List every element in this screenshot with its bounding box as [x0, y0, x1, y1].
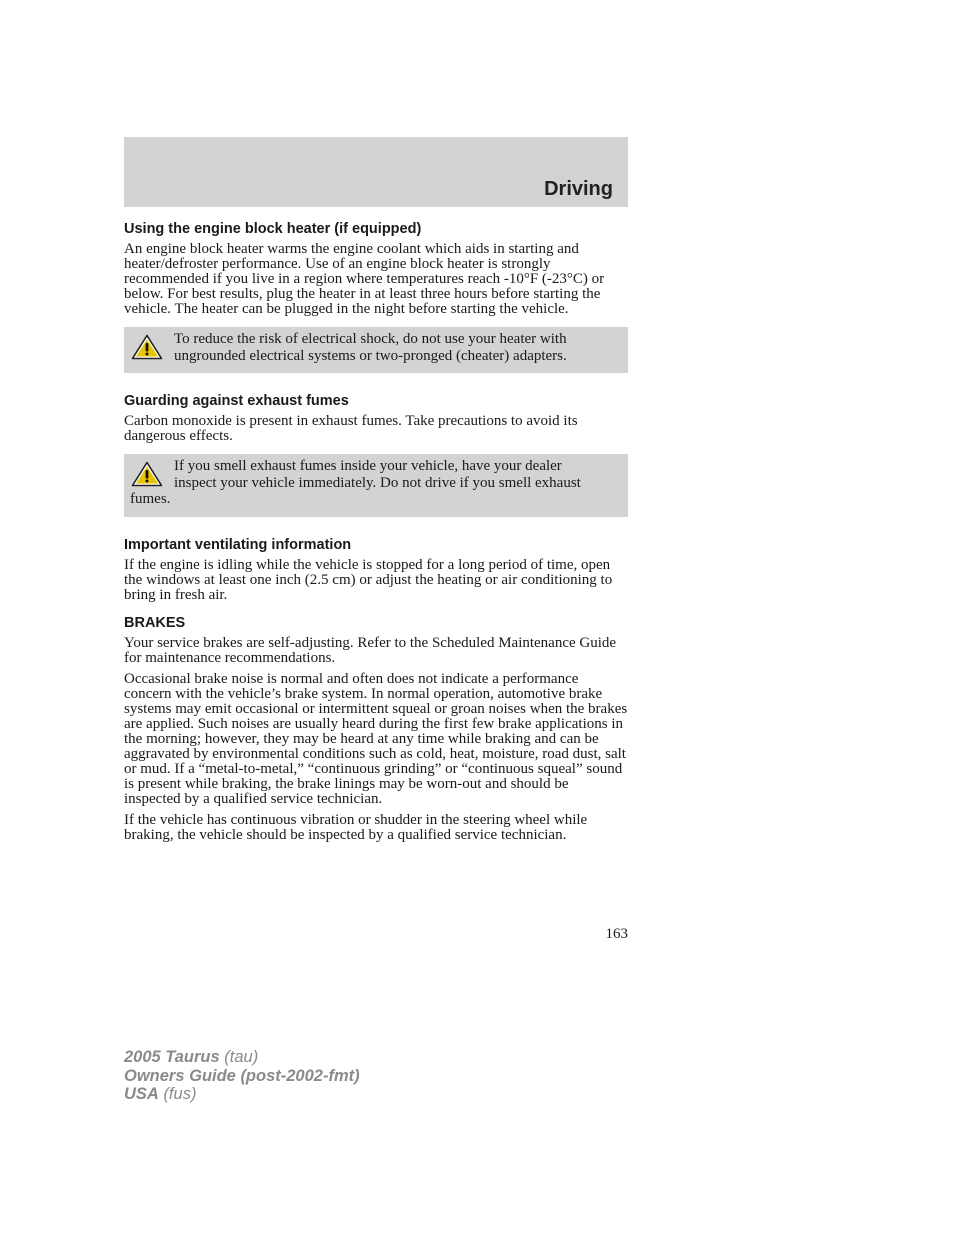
- exhaust-heading: Guarding against exhaust fumes: [124, 393, 349, 409]
- brakes-paragraph-1: Your service brakes are self-adjusting. Refer to the Scheduled Maintenance Guide for maintenance recommendations.: [124, 634, 617, 666]
- footer-line-2: [124, 1067, 360, 1086]
- page-content: [124, 220, 628, 849]
- footer-market-code: (fus): [163, 1085, 197, 1103]
- footer-guide: Owners Guide (post-2002-fmt): [124, 1066, 360, 1085]
- exhaust-body: Carbon monoxide is present in exhaust fumes. Take precautions to avoid its dangerous effects.: [124, 413, 578, 444]
- exhaust-warning-text: If you smell exhaust fumes inside your vehicle, have your dealer inspect your vehicle immediately. Do not drive if you smell exhaust fumes.: [130, 458, 581, 507]
- electrical-shock-warning-text: To reduce the risk of electrical shock, do not use your heater with ungrounded electrical systems or two-pronged (cheater) adapters.: [174, 331, 567, 364]
- footer-market: USA: [124, 1085, 159, 1103]
- warning-triangle-icon: [131, 461, 163, 487]
- block-heater-heading: Using the engine block heater (if equipped): [124, 221, 422, 237]
- block-heater-body: An engine block heater warms the engine coolant which aids in starting and heater/defroster performance. Use of an engine block heater is strongly recommended if you live in a region where temperatures reach -10°F (-23°C) or below. For best results, plug the heater in at least three hours before starting the vehicle. The heater can be plugged in the night before starting the vehicle.: [124, 241, 605, 317]
- footer-line-3: [124, 1085, 360, 1104]
- ventilating-heading: Important ventilating information: [124, 536, 352, 553]
- footer-line-1: [124, 1048, 360, 1067]
- electrical-shock-warning-box: [124, 327, 628, 373]
- exhaust-warning-box: [124, 454, 628, 517]
- document-footer: [124, 1048, 360, 1104]
- warning-triangle-icon: [131, 334, 163, 360]
- section-title: Driving: [544, 178, 613, 200]
- ventilating-body: If the engine is idling while the vehicle is stopped for a long period of time, open the windows at least one inch (2.5 cm) or adjust the heating or air conditioning to bring in fresh air.: [124, 556, 613, 603]
- section-header-band: [124, 137, 628, 207]
- brakes-paragraph-2: Occasional brake noise is normal and often does not indicate a performance concern with the vehicle’s brake system. In normal operation, automotive brake systems may emit occasional or intermittent squeal or groan noises when the brakes are applied. Such noises are usually heard during the first few brake applications in the morning; however, they may be heard at any time while braking and can be aggravated by environmental conditions such as cold, heat, moisture, road dust, salt or mud. If a “metal-to-metal,” “continuous grinding” or “continuous squeal” sound is present while braking, the brake linings may be worn-out and should be inspected by a qualified service technician.: [124, 670, 628, 807]
- brakes-heading: BRAKES: [124, 614, 186, 631]
- page-number: 163: [605, 926, 628, 942]
- footer-model: 2005 Taurus: [124, 1048, 220, 1066]
- footer-model-code: (tau): [224, 1048, 259, 1066]
- brakes-paragraph-3: If the vehicle has continuous vibration or shudder in the steering wheel while braking, the vehicle should be inspected by a qualified service technician.: [124, 811, 588, 843]
